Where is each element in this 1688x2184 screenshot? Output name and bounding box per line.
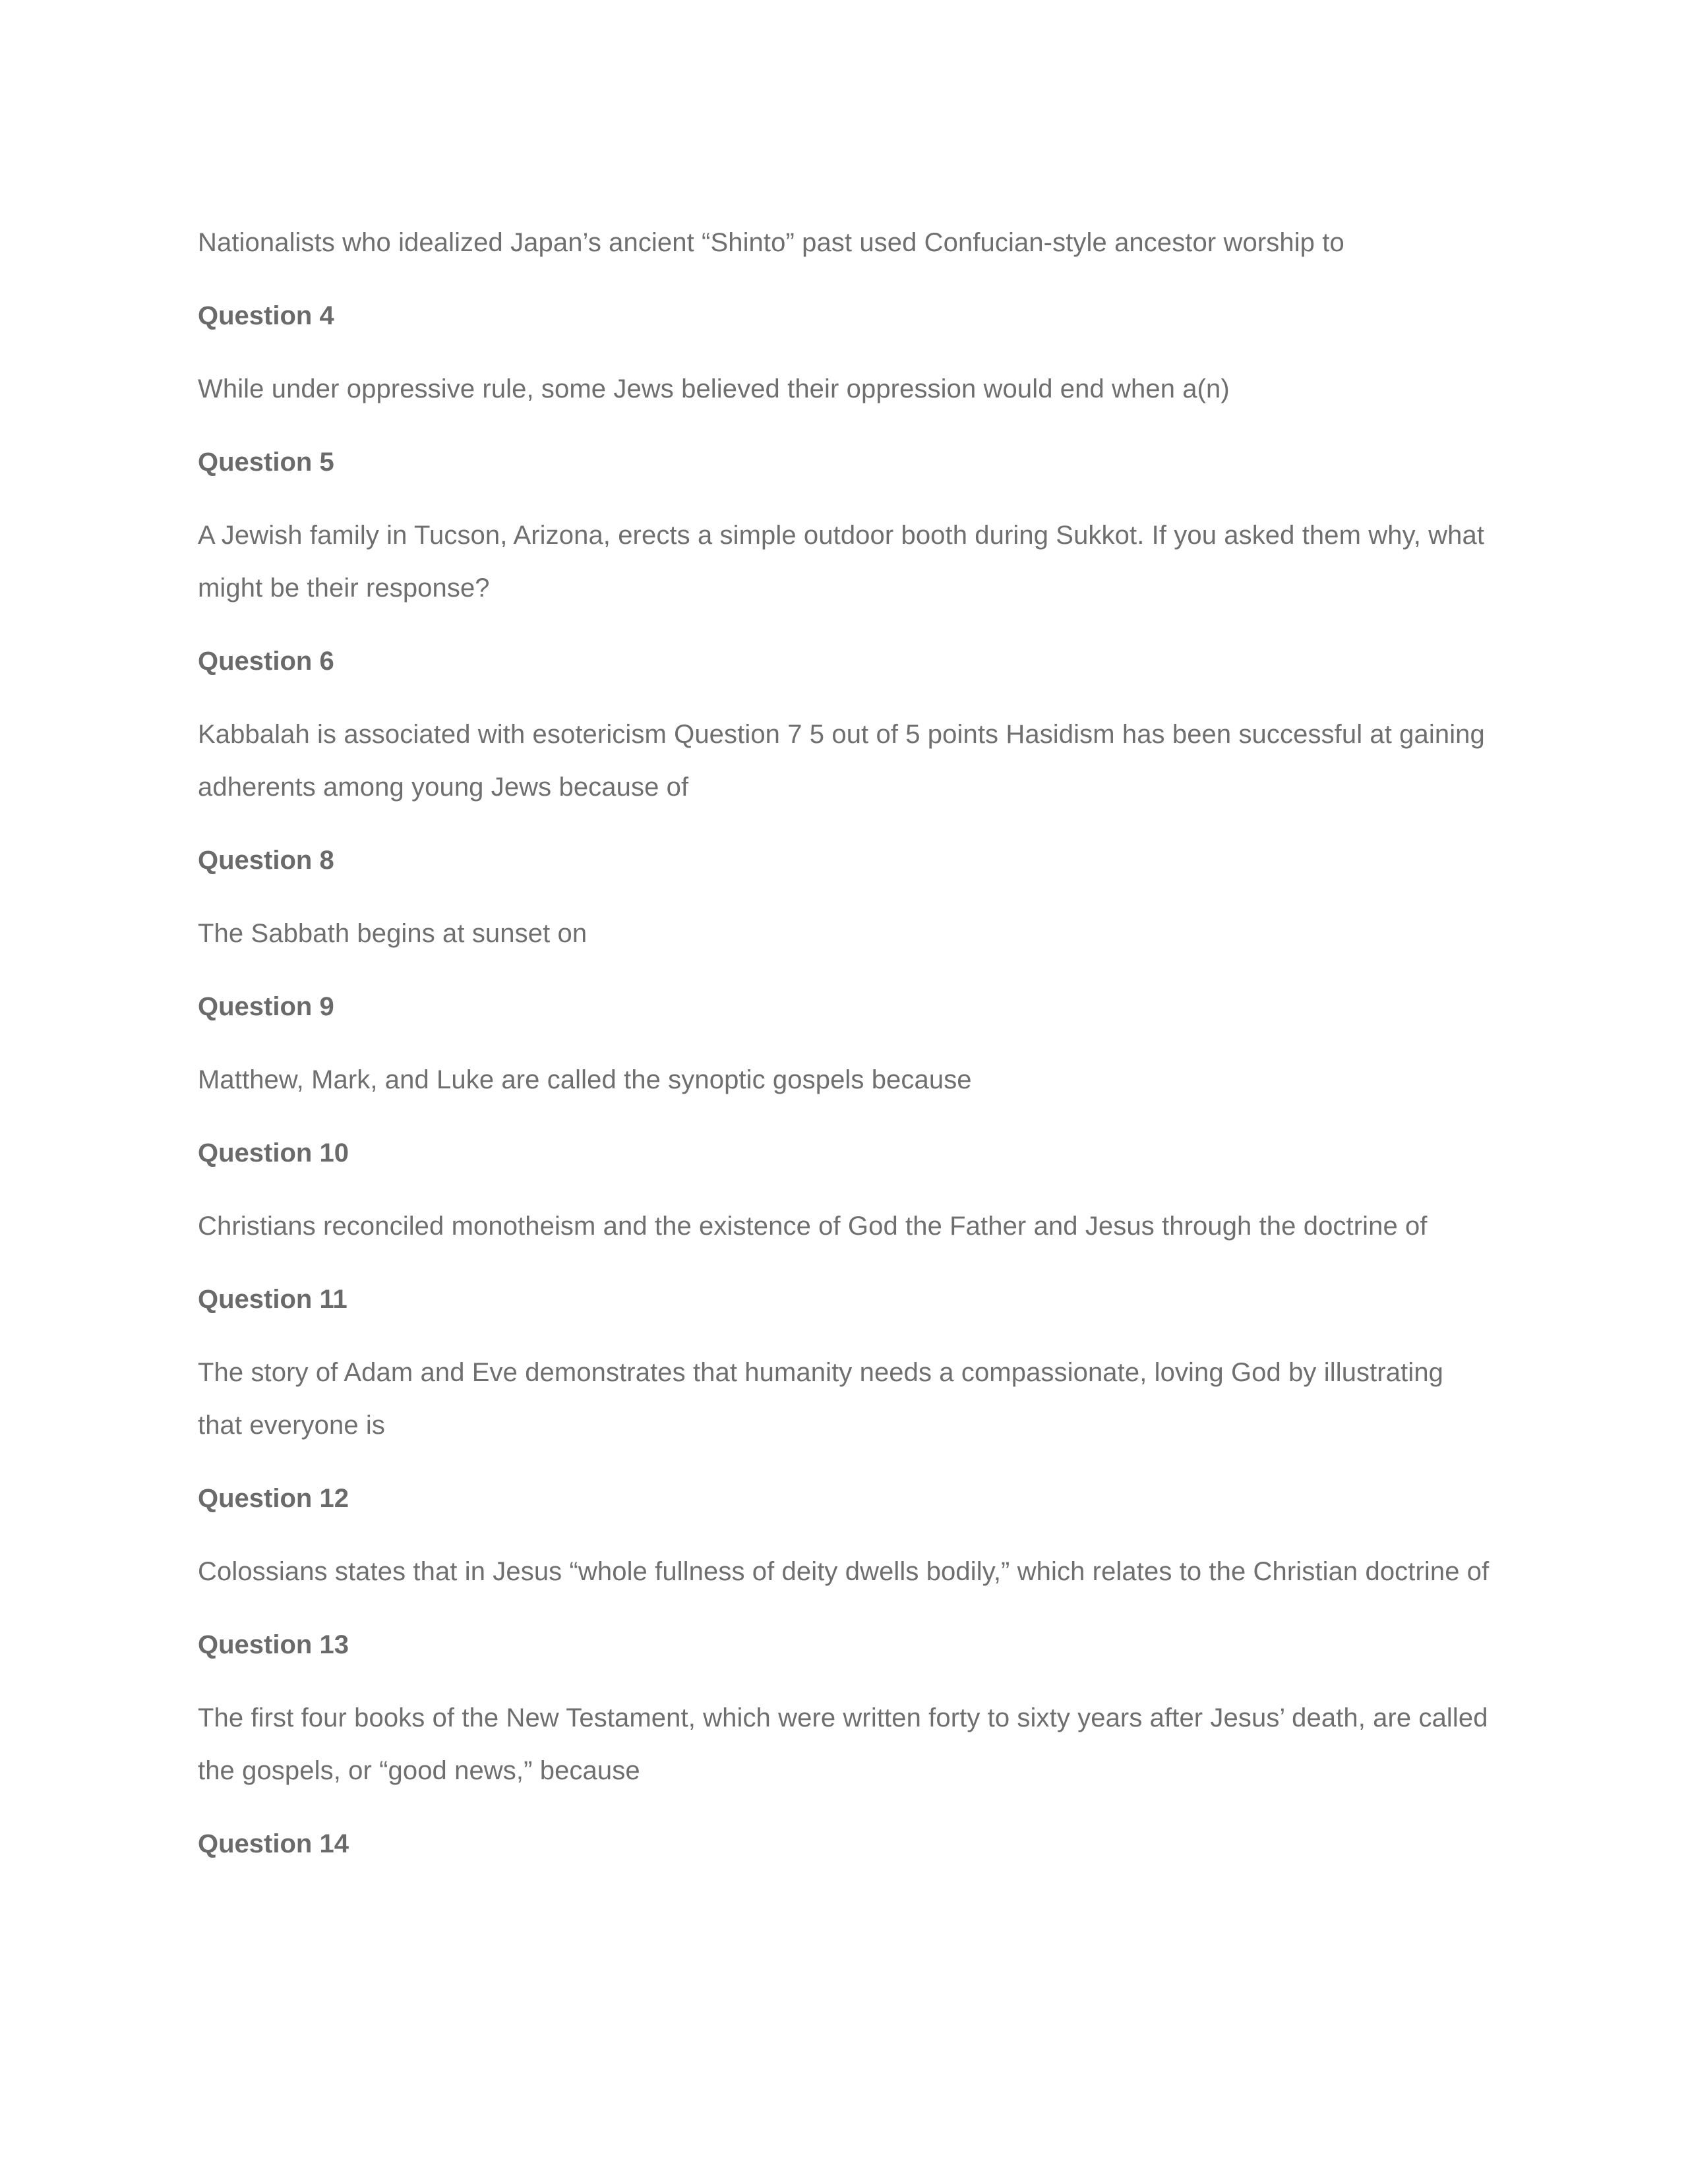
question-14-heading: Question 14 — [198, 1829, 349, 1858]
question-13-text: The first four books of the New Testament, which were written forty to sixty years after Jesus’ death, are called the gospels, or “good news,” because — [198, 1703, 1488, 1785]
question-11-heading: Question 11 — [198, 1285, 347, 1314]
question-5-heading: Question 5 — [198, 448, 334, 477]
question-3-text: Nationalists who idealized Japan’s ancient “Shinto” past used Confucian-style ancestor worship to — [198, 228, 1344, 257]
question-12-text: Colossians states that in Jesus “whole fullness of deity dwells bodily,” which relates to the Christian doctrine of — [198, 1557, 1490, 1586]
question-9-heading: Question 9 — [198, 992, 334, 1021]
question-5-text: A Jewish family in Tucson, Arizona, erects a simple outdoor booth during Sukkot. If you asked them why, what might be their response? — [198, 521, 1485, 603]
question-12-heading: Question 12 — [198, 1484, 349, 1513]
question-4-text: While under oppressive rule, some Jews believed their oppression would end when a(n) — [198, 374, 1230, 403]
question-6-text: Kabbalah is associated with esotericism Question 7 5 out of 5 points Hasidism has been successful at gaining adherents among young Jews because of — [198, 720, 1485, 802]
question-6-heading: Question 6 — [198, 647, 334, 676]
question-4-heading: Question 4 — [198, 301, 334, 330]
question-8-text: The Sabbath begins at sunset on — [198, 919, 588, 948]
question-10-text: Christians reconciled monotheism and the existence of God the Father and Jesus through the doctrine of — [198, 1212, 1428, 1241]
question-10-heading: Question 10 — [198, 1138, 349, 1167]
question-13-heading: Question 13 — [198, 1630, 349, 1659]
question-9-text: Matthew, Mark, and Luke are called the synoptic gospels because — [198, 1065, 972, 1094]
question-8-heading: Question 8 — [198, 846, 334, 875]
question-11-text: The story of Adam and Eve demonstrates that humanity needs a compassionate, loving God by illustrating that everyone is — [198, 1358, 1444, 1440]
document-body — [198, 216, 1490, 1891]
